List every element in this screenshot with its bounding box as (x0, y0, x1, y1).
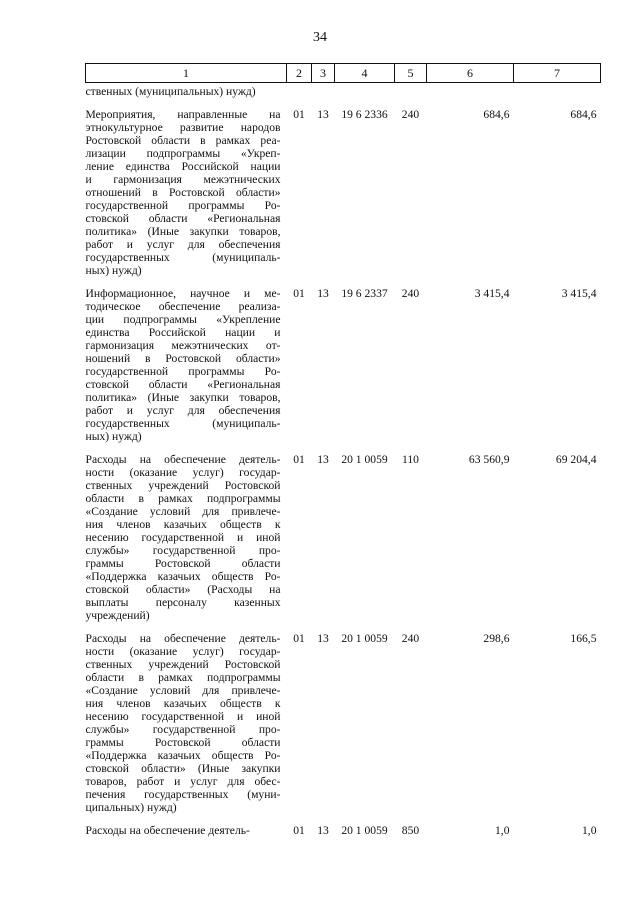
description-line: лизации подпрограммы «Укреп- (85, 147, 281, 160)
description-line: граммы Ростовской области (85, 557, 281, 570)
row-description (86, 824, 287, 837)
amount-year-1: 1,0 (495, 824, 510, 837)
table-row (86, 632, 601, 814)
target-article-code: 19 6 2336 (341, 108, 388, 121)
description-line: несению государственной и иной (85, 531, 281, 544)
description-line: гармонизация межэтнических от- (85, 339, 281, 352)
section-code: 01 (293, 287, 305, 300)
target-article-code: 19 6 2337 (341, 287, 388, 300)
amount-year-1: 684,6 (483, 108, 510, 121)
description-line: единства Российской нации и (85, 326, 281, 339)
description-line: несению государственной и иной (85, 710, 281, 723)
description-line: и гармонизация межэтнических (85, 173, 281, 186)
description-line: государственных (муниципаль- (85, 251, 281, 264)
row-description (86, 287, 287, 443)
description-line: этнокультурное развитие народов (85, 121, 281, 134)
expense-type-code: 240 (401, 287, 420, 300)
continuation-text: ственных (муниципальных) нужд) (85, 85, 256, 98)
description-line: государственных (муниципаль- (85, 417, 281, 430)
description-line: государственной программы Ро- (85, 199, 281, 212)
amount-year-1: 63 560,9 (468, 453, 510, 466)
subsection-code: 13 (317, 632, 329, 645)
amount-year-2: 69 204,4 (555, 453, 597, 466)
section-code: 01 (293, 453, 305, 466)
col-header-1: 1 (86, 64, 287, 83)
description-line: Расходы на обеспечение деятель- (85, 824, 250, 837)
description-line: Мероприятия, направленные на (85, 108, 281, 121)
amount-year-2: 1,0 (582, 824, 597, 837)
target-article-code: 20 1 0059 (341, 453, 388, 466)
description-line: ции подпрограммы «Укрепление (85, 313, 281, 326)
description-line: работ и услуг для обеспечения (85, 238, 281, 251)
amount-year-2: 166,5 (570, 632, 597, 645)
row-spacer (86, 814, 601, 824)
description-line: Расходы на обеспечение деятель- (85, 632, 281, 645)
row-spacer (86, 98, 601, 108)
description-line: «Поддержка казачьих обществ Ро- (85, 749, 281, 762)
col-header-7: 7 (514, 64, 601, 83)
subsection-code: 13 (317, 287, 329, 300)
description-line: стовской области «Региональная (85, 378, 281, 391)
description-line: ление единства Российской нации (85, 160, 281, 173)
description-line: ния членов казачьих обществ к (85, 697, 281, 710)
table-row (86, 453, 601, 622)
subsection-code: 13 (317, 824, 329, 837)
row-description (86, 632, 287, 814)
description-line: стовской области» (Иные закупки (85, 762, 281, 775)
continuation-row (86, 83, 601, 99)
subsection-code: 13 (317, 108, 329, 121)
row-spacer (86, 443, 601, 453)
section-code: 01 (293, 824, 305, 837)
description-line: печения государственных (муни- (85, 788, 281, 801)
description-line: службы» государственной про- (85, 723, 281, 736)
row-spacer (86, 622, 601, 632)
description-line: ношений в Ростовской области» (85, 352, 281, 365)
description-line: политика» (Иные закупки товаров, (85, 391, 281, 404)
target-article-code: 20 1 0059 (341, 824, 388, 837)
description-line: тодическое обеспечение реализа- (85, 300, 281, 313)
budget-table (85, 63, 601, 837)
section-code: 01 (293, 108, 305, 121)
amount-year-1: 298,6 (483, 632, 510, 645)
col-header-3: 3 (312, 64, 335, 83)
description-line: «Создание условий для привлече- (85, 684, 281, 697)
description-line: отношений в Ростовской области» (85, 186, 281, 199)
description-line: Информационное, научное и ме- (85, 287, 281, 300)
col-header-5: 5 (395, 64, 427, 83)
subsection-code: 13 (317, 453, 329, 466)
amount-year-2: 684,6 (570, 108, 597, 121)
description-line: государственной программы Ро- (85, 365, 281, 378)
description-line: «Поддержка казачьих обществ Ро- (85, 570, 281, 583)
amount-year-2: 3 415,4 (561, 287, 597, 300)
description-line: политика» (Иные закупки товаров, (85, 225, 281, 238)
description-line: стовской области» (Расходы на (85, 583, 281, 596)
description-line: граммы Ростовской области (85, 736, 281, 749)
description-line: ных) нужд) (85, 264, 142, 277)
expense-type-code: 240 (401, 632, 420, 645)
table-row (86, 824, 601, 837)
page-number: 34 (313, 30, 327, 45)
col-header-2: 2 (287, 64, 312, 83)
description-line: выплаты персоналу казенных (85, 596, 281, 609)
row-description (86, 108, 287, 277)
description-line: ных) нужд) (85, 430, 142, 443)
header-row (86, 64, 601, 83)
description-line: области в рамках подпрограммы (85, 492, 281, 505)
description-line: ственных учреждений Ростовской (85, 658, 281, 671)
expense-type-code: 110 (402, 453, 419, 466)
description-line: области в рамках подпрограммы (85, 671, 281, 684)
row-spacer (86, 277, 601, 287)
col-header-4: 4 (335, 64, 395, 83)
description-line: ности (оказание услуг) государ- (85, 466, 281, 479)
expense-type-code: 240 (401, 108, 420, 121)
description-line: ципальных) нужд) (85, 801, 177, 814)
table-row (86, 287, 601, 443)
description-line: «Создание условий для привлече- (85, 505, 281, 518)
expense-type-code: 850 (401, 824, 420, 837)
description-line: ния членов казачьих обществ к (85, 518, 281, 531)
amount-year-1: 3 415,4 (474, 287, 510, 300)
description-line: работ и услуг для обеспечения (85, 404, 281, 417)
description-line: стовской области «Региональная (85, 212, 281, 225)
description-line: ственных учреждений Ростовской (85, 479, 281, 492)
table-row (86, 108, 601, 277)
description-line: Расходы на обеспечение деятель- (85, 453, 281, 466)
description-line: службы» государственной про- (85, 544, 281, 557)
description-line: учреждений) (85, 609, 150, 622)
description-line: ности (оказание услуг) государ- (85, 645, 281, 658)
description-line: Ростовской области в рамках реа- (85, 134, 281, 147)
target-article-code: 20 1 0059 (341, 632, 388, 645)
section-code: 01 (293, 632, 305, 645)
col-header-6: 6 (427, 64, 514, 83)
description-line: товаров, работ и услуг для обес- (85, 775, 281, 788)
row-description (86, 453, 287, 622)
